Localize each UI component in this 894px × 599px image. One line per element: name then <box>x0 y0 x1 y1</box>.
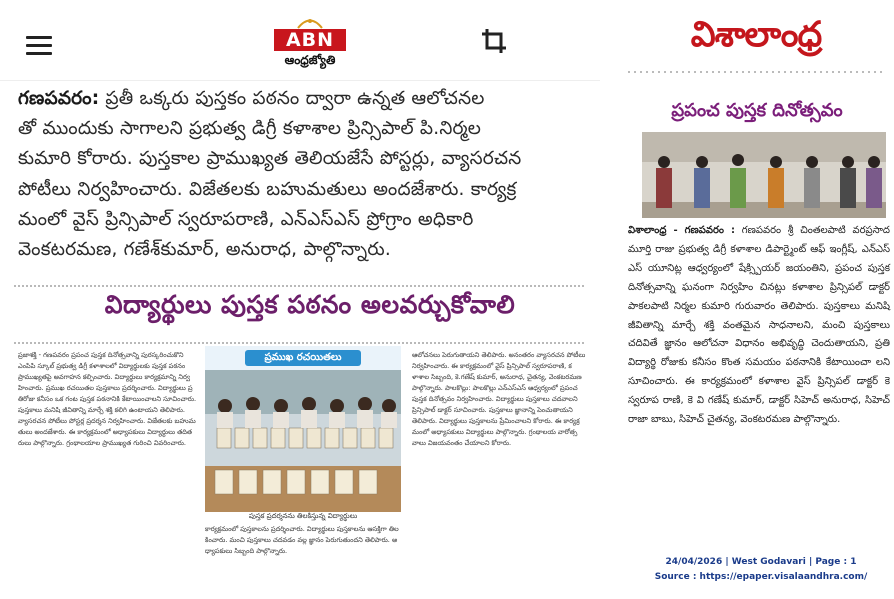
divider <box>14 342 584 344</box>
article-column-right: ఆలోచనలు పెరుగుతాయని తెలిపారు. అనంతరం వ్యాసరచన పోటీలు నిర్వహించారు. ఈ కార్యక్రమంలో వైస్ ప్రిన్సిపాల్ స్వరూపరాణి, కళాశాల సిబ్బంది, కె.గణేష్ కుమార్, అనురాధ, చైతన్య, వెంకటరమణ పాల్గొన్నారు. పాలకొల్లు: పాలకొల్లు ఎన్ఎస్ఎస్ ఆధ్వర్యంలో ప్రపంచ పుస్తక దినోత్సవం నిర్వహించారు. విద్యార్థులు పుస్తకాలు చదవాలని ప్రిన్సిపాల్ డాక్టర్ సూచించారు. పుస్తకాలు జ్ఞానాన్ని పెంచుతాయని తెలిపారు. విద్యార్థులు పుస్తకాలను ప్రేమించాలని కోరారు. ఈ కార్యక్రమంలో అధ్యాపకులు విద్యార్థులు పాల్గొన్నారు. గ్రంథాలయ వారోత్సవాలు విజయవంతం చేయాలని కోరారు. <box>412 351 586 447</box>
paragraph-line <box>18 114 590 144</box>
edition-info: 24/04/2026 | West Godavari | Page : 1 <box>665 557 857 567</box>
line-text: తో ముందుకు సాగాలని ప్రభుత్వ డిగ్రీ కళాశాల ప్రిన్సిపాల్ పి.నిర్మల <box>18 118 482 140</box>
divider <box>14 285 584 287</box>
photo-label: ప్రముఖ రచయితలు <box>245 350 361 366</box>
body-text: గణపవరం శ్రీ చింతలపాటి వరప్రసాద మూర్తి రాజు ప్రభుత్వ డిగ్రీ కళాశాల డిపార్ట్మెంట్ ఆఫ్ ఇంగ్లీష్, ఎన్ఎస్ ఎస్ యూనిట్ల ఆధ్వర్యంలో షేక్స్పియర్ జయంతిని, ప్రపంచ పుస్తక దినోత్సవాన్ని ఘనంగా నిర్వహిం చినట్లు కళాశాల ప్రిన్సిపల్ డాక్టర్ పాకలపాటి నిర్మల కుమారి గురువారం తెలిపారు. పుస్తకాలు మనిషి జీవితాన్ని మార్చే శక్తి వంతమైన సాధనాలని, మంచి పుస్తకాలు చదివితే జ్ఞానం ఆలోచనా విధానం అభివృద్ధి చెందుతాయని, ప్రతి విద్యార్థి రోజుకు కనీసం కొంత సమయం పఠనానికి కేటాయించా లని సూచించారు. ఈ కార్యక్రమంలో కళాశాల వైస్ ప్రిన్సిపల్ డాక్టర్ కె స్వరూప రాణి, కె వి గణేష్ కుమార్, డాక్టర్ సిహెచ్ అనురాధ, సిహెచ్ రాజా బాబు, సిహెచ్ చైతన్య, వెంకటరమణ పాల్గొన్నారు. <box>628 225 890 426</box>
article-photo <box>205 346 401 524</box>
line-text: పోటీలు నిర్వహించారు. విజేతలకు బహుమతులు అందజేశారు. కార్యక్ర <box>18 178 517 200</box>
source-footer <box>628 555 894 585</box>
photo-caption: పుస్తక ప్రదర్శనను తిలకిస్తున్న విద్యార్థులు <box>248 512 358 520</box>
visalaandhra-logo: విశాలాంధ్ర <box>690 14 822 55</box>
article-headline: ప్రపంచ పుస్తక దినోత్సవం <box>671 100 843 121</box>
photo-header <box>205 346 401 370</box>
paragraph-line <box>18 205 590 235</box>
menu-icon[interactable] <box>26 36 52 56</box>
students-photo-image <box>205 370 401 512</box>
abn-paragraph <box>18 84 590 265</box>
line-text: ప్రతీ ఒక్కరు పుస్తకం పఠనం ద్వారా ఉన్నత ఆలోచనల <box>99 88 485 109</box>
article-column-left: ప్రజాశక్తి - గణపవరం ప్రపంచ పుస్తక దినోత్సవాన్ని పురస్కరించుకొని ఎంపిపి స్కూల్ ప్రభుత్వ డిగ్రీ కళాశాలలో విద్యార్థులకు పుస్తక పఠనం ప్రాముఖ్యతపై అవగాహన కల్పించారు. విద్యార్థులు కార్యక్రమాన్ని నిర్వహించారు. ప్రముఖ రచయితల పుస్తకాలు ప్రదర్శించారు. విద్యార్థులు ప్రతిరోజు కనీసం ఒక గంట పుస్తక పఠనానికి కేటాయించాలని సూచించారు. పుస్తకాలు మనిషి జీవితాన్ని మార్చే శక్తి కలిగి ఉంటాయని తెలిపారు. వ్యాసరచన పోటీలు పోస్టర్ల ప్రదర్శన నిర్వహించారు. విజేతలకు బహుమతులు అందజేశారు. ఈ కార్యక్రమంలో అధ్యాపకులు విద్యార్థులు తదితరులు పాల్గొన్నారు. గ్రంథాలయాల ప్రాముఖ్యత గురించి వివరించారు. <box>18 351 197 447</box>
source-link[interactable]: Source : https://epaper.visalaandhra.com/ <box>654 572 868 582</box>
article-column-middle: కార్యక్రమంలో పుస్తకాలను ప్రదర్శించారు. విద్యార్థులు పుస్తకాలను ఆసక్తిగా తిలకించారు. మంచి పుస్తకాలు చదవడం వల్ల జ్ఞానం పెరుగుతుందని తెలిపారు. అధ్యాపకులు సిబ్బంది పాల్గొన్నారు. <box>205 525 399 555</box>
line-text: కుమారి కోరారు. పుస్తకాల ప్రాముఖ్యత తెలియజేసే పోస్టర్లు, వ్యాసరచన <box>18 148 522 170</box>
dateline: విశాలాంధ్ర - గణపవరం : <box>628 225 736 236</box>
paragraph-line <box>18 84 590 114</box>
event-photo-image <box>642 132 886 218</box>
event-photo <box>642 132 886 218</box>
paragraph-line <box>18 144 590 174</box>
masthead-rule-dots <box>628 69 884 75</box>
line-text: వెంకటరమణ, గణేశ్‌కుమార్, అనురాధ, పాల్గొన్నారు. <box>18 239 391 261</box>
logo-crown-icon <box>296 17 324 29</box>
paragraph-line <box>18 235 590 265</box>
line-text: మంలో వైస్ ప్రిన్సిపాల్ స్వరూపరాణి, ఎన్ఎస్ఎస్ ప్రోగ్రాం అధికారి <box>18 208 474 230</box>
dateline: గణపవరం: <box>18 88 100 109</box>
paragraph-line <box>18 175 590 205</box>
crop-icon[interactable] <box>480 27 508 55</box>
masthead-rule <box>628 68 884 78</box>
abn-logo-text: ABN <box>274 29 346 51</box>
abn-logo[interactable] <box>274 17 346 69</box>
top-bar <box>0 0 600 81</box>
visalaandhra-clipping <box>618 0 894 599</box>
abn-logo-subtext: ఆంధ్రజ్యోతి <box>284 53 336 67</box>
article-headline: విద్యార్థులు పుస్తక పఠనం అలవర్చుకోవాలి <box>104 290 516 319</box>
article-body <box>628 222 890 430</box>
